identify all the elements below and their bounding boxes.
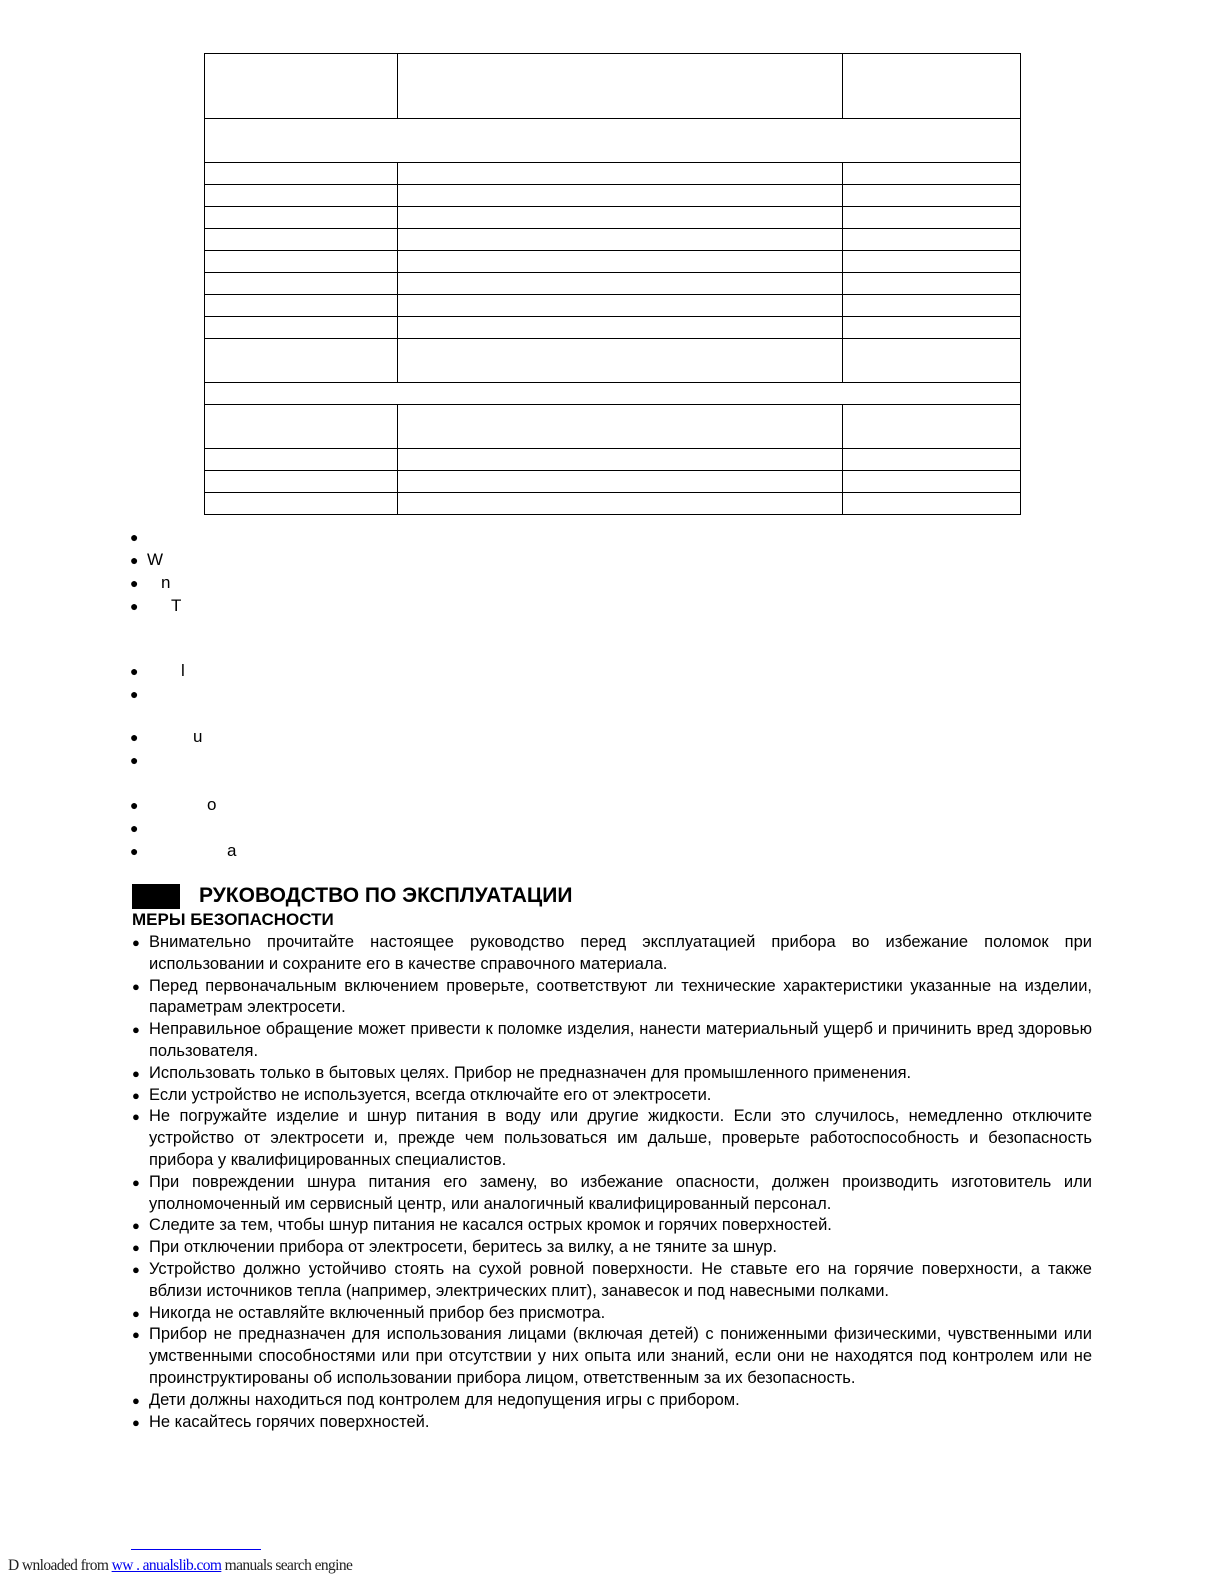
- table-cell: [398, 273, 843, 295]
- table-cell: [843, 405, 1021, 449]
- footer-divider: [131, 1549, 261, 1550]
- download-footer: [8, 1557, 352, 1575]
- list-item: [132, 1106, 1092, 1171]
- table-row: [205, 207, 1021, 229]
- bullet-icon: ●: [132, 1327, 140, 1343]
- list-item: [132, 1237, 1092, 1259]
- manual-heading: [132, 883, 572, 909]
- list-item: [130, 527, 147, 547]
- bullet-icon: ●: [132, 1392, 140, 1408]
- table-cell: [843, 493, 1021, 515]
- list-item: [132, 976, 1092, 1020]
- list-item: [132, 1019, 1092, 1063]
- table-cell: [843, 207, 1021, 229]
- table-row: [205, 295, 1021, 317]
- table-row: [205, 229, 1021, 251]
- list-item-text: Не погружайте изделие и шнур питания в воду или другие жидкости. Если это случилось, немедленно отключите устройство от электросети и, прежде чем пользоваться им дальше, проверьте работоспособность и безопасность прибора у квалифицированных специалистов.: [149, 1107, 1092, 1169]
- table-cell: [398, 317, 843, 339]
- table-cell: [205, 185, 398, 207]
- bullet-icon: ●: [132, 935, 140, 950]
- table-cell: [398, 207, 843, 229]
- list-item: [132, 1085, 1092, 1107]
- bullet-icon: ●: [130, 843, 139, 859]
- fragment-text: a: [227, 841, 237, 860]
- list-item: [132, 1303, 1092, 1325]
- table-row: [205, 493, 1021, 515]
- table-row: [205, 185, 1021, 207]
- bullet-icon: ●: [132, 1261, 140, 1277]
- table-cell: [398, 405, 843, 449]
- list-item: [132, 1172, 1092, 1216]
- list-item: [130, 750, 147, 770]
- footer-suffix: manuals search engine: [221, 1557, 353, 1574]
- table-cell: [398, 295, 843, 317]
- list-item: [130, 573, 170, 593]
- table-cell: [398, 163, 843, 185]
- list-item: [132, 932, 1092, 976]
- table-row: [205, 163, 1021, 185]
- table-cell: [205, 405, 398, 449]
- fragment-text: l: [181, 661, 185, 680]
- table-cell: [843, 251, 1021, 273]
- bullet-icon: ●: [130, 729, 139, 745]
- list-item-text: Неправильное обращение может привести к поломке изделия, нанести материальный ущерб и причинить вред здоровью пользователя.: [149, 1020, 1092, 1060]
- safety-list: [132, 932, 1092, 1433]
- table-cell: [205, 471, 398, 493]
- list-item-text: Не касайтесь горячих поверхностей.: [149, 1412, 430, 1431]
- list-item-text: Если устройство не используется, всегда отключайте его от электросети.: [149, 1085, 712, 1104]
- table-cell: [398, 471, 843, 493]
- table-cell: [843, 163, 1021, 185]
- list-item: [130, 795, 216, 815]
- list-item-text: Перед первоначальным включением проверьте, соответствуют ли технические характеристики указанные на изделии, параметрам электросети.: [149, 976, 1092, 1017]
- table-cell: [205, 383, 1021, 405]
- table-cell: [843, 449, 1021, 471]
- list-item-text: Использовать только в бытовых целях. Прибор не предназначен для промышленного применения.: [149, 1063, 912, 1082]
- table-section-row: [205, 119, 1021, 163]
- table-cell: [398, 185, 843, 207]
- table-cell: [205, 251, 398, 273]
- list-item: [130, 727, 202, 747]
- table-cell: [843, 229, 1021, 251]
- manualslib-link[interactable]: ww . anualslib.com: [111, 1557, 222, 1574]
- table-cell: [205, 339, 398, 383]
- specs-table: [204, 53, 1021, 515]
- table-cell: [843, 54, 1021, 119]
- table-row: [205, 317, 1021, 339]
- table-row: [205, 405, 1021, 449]
- bullet-icon: ●: [130, 797, 139, 813]
- bullet-icon: ●: [130, 552, 139, 568]
- table-cell: [398, 339, 843, 383]
- list-item-text: Прибор не предназначен для использования лицами (включая детей) с пониженными физическими, чувственными или умственными способностями или при отсутствии у них опыта или знаний, если они не находятся под контролем или не проинструктированы об использовании прибора лицом, ответственным за их безопасность.: [149, 1325, 1092, 1387]
- table-cell: [205, 119, 1021, 163]
- table-cell: [205, 317, 398, 339]
- bullet-icon: ●: [130, 686, 139, 702]
- list-item: [132, 1412, 1092, 1434]
- table-cell: [843, 339, 1021, 383]
- list-item: [132, 1390, 1092, 1412]
- bullet-icon: ●: [132, 978, 140, 994]
- list-item: [130, 550, 163, 570]
- list-item: [130, 818, 147, 838]
- fragment-text: u: [193, 727, 203, 746]
- table-cell: [398, 493, 843, 515]
- table-cell: [398, 54, 843, 119]
- bullet-icon: ●: [130, 820, 139, 836]
- table-row: [205, 449, 1021, 471]
- table-cell: [843, 185, 1021, 207]
- table-cell: [205, 295, 398, 317]
- list-item-text: Никогда не оставляйте включенный прибор без присмотра.: [149, 1303, 606, 1322]
- page-title: РУКОВОДСТВО ПО ЭКСПЛУАТАЦИИ: [199, 884, 573, 907]
- table-cell: [205, 449, 398, 471]
- table-cell: [843, 273, 1021, 295]
- bullet-icon: ●: [130, 529, 139, 545]
- table-cell: [398, 251, 843, 273]
- table-cell: [398, 449, 843, 471]
- table-section-row: [205, 383, 1021, 405]
- language-badge: [132, 884, 180, 909]
- table-row: [205, 471, 1021, 493]
- fragment-text: o: [207, 795, 217, 814]
- list-item: [132, 1063, 1092, 1085]
- list-item: [130, 661, 185, 681]
- table-cell: [843, 317, 1021, 339]
- list-item: [130, 684, 147, 704]
- list-item-text: Дети должны находиться под контролем для недопущения игры с прибором.: [149, 1390, 740, 1409]
- table-cell: [205, 493, 398, 515]
- footer-prefix: D wnloaded from: [8, 1557, 112, 1574]
- list-item: [132, 1324, 1092, 1389]
- bullet-icon: ●: [132, 1218, 140, 1234]
- bullet-icon: ●: [132, 1109, 140, 1125]
- list-item: [130, 596, 181, 616]
- bullet-icon: ●: [130, 752, 139, 768]
- list-item: [132, 1259, 1092, 1303]
- table-cell: [205, 229, 398, 251]
- list-item-text: При отключении прибора от электросети, беритесь за вилку, а не тяните за шнур.: [149, 1238, 778, 1257]
- bullet-icon: ●: [130, 663, 139, 679]
- list-item-text: Следите за тем, чтобы шнур питания не касался острых кромок и горячих поверхностей.: [149, 1216, 832, 1235]
- table-cell: [843, 295, 1021, 317]
- table-row: [205, 251, 1021, 273]
- section-title: МЕРЫ БЕЗОПАСНОСТИ: [132, 910, 334, 929]
- fragment-text: T: [171, 596, 182, 615]
- table-cell: [843, 471, 1021, 493]
- table-row: [205, 273, 1021, 295]
- table-cell: [205, 54, 398, 119]
- fragment-text: n: [161, 573, 171, 592]
- fragment-text: W: [147, 550, 164, 569]
- bullet-icon: ●: [132, 1414, 140, 1430]
- list-item-text: Устройство должно устойчиво стоять на сухой ровной поверхности. Не ставьте его на горячие поверхности, а также вблизи источников тепла (например, электрических плит), занавесок и под навесными полками.: [149, 1259, 1092, 1300]
- bullet-icon: ●: [132, 1065, 140, 1081]
- list-item: [130, 841, 236, 861]
- bullet-icon: ●: [132, 1240, 140, 1256]
- table-cell: [205, 207, 398, 229]
- bullet-icon: ●: [132, 1305, 140, 1321]
- bullet-icon: ●: [130, 575, 139, 591]
- table-row: [205, 339, 1021, 383]
- list-item-text: Внимательно прочитайте настоящее руководство перед эксплуатацией прибора во избежание поломок при использовании и сохраните его в качестве справочного материала.: [149, 933, 1092, 973]
- bullet-icon: ●: [132, 1174, 140, 1190]
- table-cell: [205, 273, 398, 295]
- table-cell: [398, 229, 843, 251]
- table-cell: [205, 163, 398, 185]
- table-row: [205, 54, 1021, 119]
- bullet-icon: ●: [130, 598, 139, 614]
- bullet-icon: ●: [132, 1022, 140, 1038]
- list-item: [132, 1215, 1092, 1237]
- list-item-text: При повреждении шнура питания его замену, во избежание опасности, должен производить изготовитель или уполномоченный им сервисный центр, или аналогичный квалифицированный персонал.: [149, 1172, 1092, 1213]
- bullet-icon: ●: [132, 1087, 140, 1103]
